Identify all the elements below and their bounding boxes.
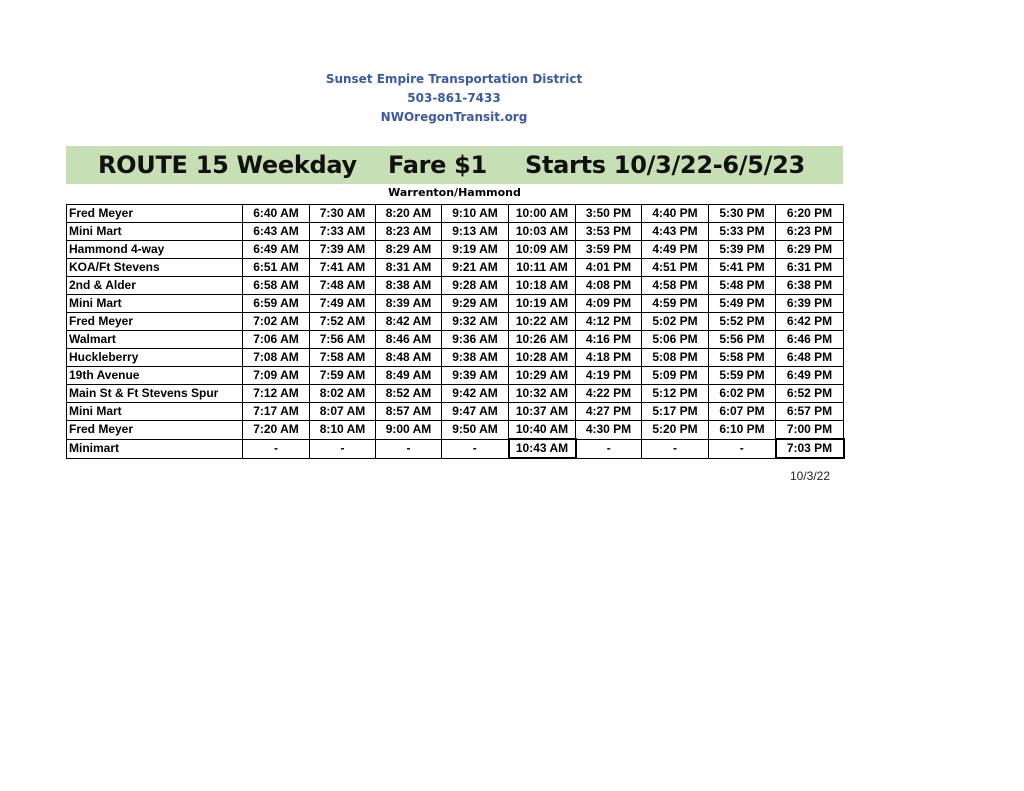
route-subtitle: Warrenton/Hammond — [388, 186, 521, 199]
time-cell: 7:33 AM — [310, 223, 376, 241]
time-cell: 7:20 AM — [243, 421, 310, 440]
time-cell: 7:58 AM — [310, 349, 376, 367]
time-cell: 6:07 PM — [709, 403, 776, 421]
time-cell: 10:40 AM — [509, 421, 576, 440]
time-cell: - — [243, 439, 310, 458]
time-cell: 10:29 AM — [509, 367, 576, 385]
time-cell: 9:28 AM — [442, 277, 509, 295]
time-cell: 9:21 AM — [442, 259, 509, 277]
time-cell: 10:19 AM — [509, 295, 576, 313]
time-cell: 10:26 AM — [509, 331, 576, 349]
time-cell: 5:09 PM — [642, 367, 709, 385]
time-cell: 5:49 PM — [709, 295, 776, 313]
time-cell: 6:38 PM — [776, 277, 844, 295]
time-cell: 4:58 PM — [642, 277, 709, 295]
agency-phone: 503-861-7433 — [407, 91, 501, 105]
time-cell: 3:59 PM — [576, 241, 642, 259]
time-cell: 3:50 PM — [576, 205, 642, 223]
time-cell: 7:30 AM — [310, 205, 376, 223]
route-title: ROUTE 15 Weekday — [98, 151, 357, 179]
stop-name: Minimart — [67, 439, 243, 458]
time-cell: 10:43 AM — [509, 439, 576, 458]
time-cell: 9:10 AM — [442, 205, 509, 223]
time-cell: 6:51 AM — [243, 259, 310, 277]
time-cell: 4:16 PM — [576, 331, 642, 349]
stop-name: Mini Mart — [67, 295, 243, 313]
time-cell: 8:52 AM — [376, 385, 442, 403]
time-cell: 6:58 AM — [243, 277, 310, 295]
table-row — [67, 295, 844, 313]
time-cell: 8:49 AM — [376, 367, 442, 385]
time-cell: 5:17 PM — [642, 403, 709, 421]
time-cell: 6:43 AM — [243, 223, 310, 241]
time-cell: 6:57 PM — [776, 403, 844, 421]
time-cell: 5:06 PM — [642, 331, 709, 349]
time-cell: 10:09 AM — [509, 241, 576, 259]
time-cell: 6:29 PM — [776, 241, 844, 259]
time-cell: 4:27 PM — [576, 403, 642, 421]
time-cell: 3:53 PM — [576, 223, 642, 241]
time-cell: 7:49 AM — [310, 295, 376, 313]
time-cell: 10:03 AM — [509, 223, 576, 241]
time-cell: - — [576, 439, 642, 458]
time-cell: 4:59 PM — [642, 295, 709, 313]
time-cell: 8:20 AM — [376, 205, 442, 223]
time-cell: 7:02 AM — [243, 313, 310, 331]
time-cell: 8:07 AM — [310, 403, 376, 421]
time-cell: 6:40 AM — [243, 205, 310, 223]
time-cell: 4:09 PM — [576, 295, 642, 313]
time-cell: 8:29 AM — [376, 241, 442, 259]
time-cell: 6:52 PM — [776, 385, 844, 403]
time-cell: 5:56 PM — [709, 331, 776, 349]
time-cell: 5:52 PM — [709, 313, 776, 331]
time-cell: 7:41 AM — [310, 259, 376, 277]
time-cell: 7:48 AM — [310, 277, 376, 295]
time-cell: 9:36 AM — [442, 331, 509, 349]
time-cell: 9:29 AM — [442, 295, 509, 313]
time-cell: 6:49 AM — [243, 241, 310, 259]
table-row — [67, 241, 844, 259]
time-cell: 4:01 PM — [576, 259, 642, 277]
time-cell: 10:32 AM — [509, 385, 576, 403]
time-cell: 8:39 AM — [376, 295, 442, 313]
time-cell: 9:19 AM — [442, 241, 509, 259]
time-cell: 10:18 AM — [509, 277, 576, 295]
time-cell: 8:38 AM — [376, 277, 442, 295]
time-cell: 7:06 AM — [243, 331, 310, 349]
time-cell: 8:42 AM — [376, 313, 442, 331]
time-cell: 8:02 AM — [310, 385, 376, 403]
time-cell: 5:39 PM — [709, 241, 776, 259]
agency-website: NWOregonTransit.org — [380, 110, 528, 124]
time-cell: 6:48 PM — [776, 349, 844, 367]
time-cell: - — [376, 439, 442, 458]
stop-name: Huckleberry — [67, 349, 243, 367]
table-row — [67, 439, 844, 458]
stop-name: 19th Avenue — [67, 367, 243, 385]
table-row — [67, 421, 844, 440]
time-cell: 5:33 PM — [709, 223, 776, 241]
time-cell: 5:48 PM — [709, 277, 776, 295]
stop-name: KOA/Ft Stevens — [67, 259, 243, 277]
schedule-body — [67, 205, 844, 459]
time-cell: 8:10 AM — [310, 421, 376, 440]
time-cell: 8:57 AM — [376, 403, 442, 421]
table-row — [67, 277, 844, 295]
time-cell: 4:43 PM — [642, 223, 709, 241]
stop-name: Walmart — [67, 331, 243, 349]
time-cell: 7:08 AM — [243, 349, 310, 367]
table-row — [67, 313, 844, 331]
time-cell: 7:56 AM — [310, 331, 376, 349]
schedule-table — [66, 204, 845, 459]
time-cell: 9:13 AM — [442, 223, 509, 241]
time-cell: 8:23 AM — [376, 223, 442, 241]
stop-name: Main St & Ft Stevens Spur — [67, 385, 243, 403]
stop-name: Fred Meyer — [67, 205, 243, 223]
time-cell: 4:22 PM — [576, 385, 642, 403]
time-cell: 6:46 PM — [776, 331, 844, 349]
time-cell: - — [310, 439, 376, 458]
time-cell: 5:58 PM — [709, 349, 776, 367]
time-cell: 4:49 PM — [642, 241, 709, 259]
time-cell: 4:30 PM — [576, 421, 642, 440]
agency-header — [254, 70, 654, 127]
time-cell: 5:59 PM — [709, 367, 776, 385]
time-cell: 5:30 PM — [709, 205, 776, 223]
time-cell: 6:59 AM — [243, 295, 310, 313]
time-cell: 9:42 AM — [442, 385, 509, 403]
table-row — [67, 331, 844, 349]
agency-name: Sunset Empire Transportation District — [325, 72, 583, 86]
table-row — [67, 403, 844, 421]
time-cell: 7:09 AM — [243, 367, 310, 385]
time-cell: 4:40 PM — [642, 205, 709, 223]
stop-name: Mini Mart — [67, 223, 243, 241]
time-cell: 9:00 AM — [376, 421, 442, 440]
table-row — [67, 205, 844, 223]
time-cell: 9:32 AM — [442, 313, 509, 331]
time-cell: 9:50 AM — [442, 421, 509, 440]
time-cell: 7:59 AM — [310, 367, 376, 385]
time-cell: 10:22 AM — [509, 313, 576, 331]
time-cell: 8:46 AM — [376, 331, 442, 349]
time-cell: 7:17 AM — [243, 403, 310, 421]
time-cell: 5:12 PM — [642, 385, 709, 403]
time-cell: 5:02 PM — [642, 313, 709, 331]
time-cell: 5:20 PM — [642, 421, 709, 440]
time-cell: 6:31 PM — [776, 259, 844, 277]
table-row — [67, 367, 844, 385]
route-banner — [66, 146, 843, 184]
time-cell: 10:37 AM — [509, 403, 576, 421]
time-cell: 10:00 AM — [509, 205, 576, 223]
stop-name: Mini Mart — [67, 403, 243, 421]
time-cell: 6:20 PM — [776, 205, 844, 223]
time-cell: 7:03 PM — [776, 439, 844, 458]
fare-label: Fare $1 — [388, 151, 487, 179]
time-cell: 6:02 PM — [709, 385, 776, 403]
stop-name: Fred Meyer — [67, 313, 243, 331]
time-cell: 10:28 AM — [509, 349, 576, 367]
time-cell: 4:18 PM — [576, 349, 642, 367]
time-cell: 6:49 PM — [776, 367, 844, 385]
time-cell: - — [709, 439, 776, 458]
time-cell: 5:08 PM — [642, 349, 709, 367]
time-cell: 7:12 AM — [243, 385, 310, 403]
time-cell: 4:12 PM — [576, 313, 642, 331]
date-range: Starts 10/3/22-6/5/23 — [525, 151, 805, 179]
revision-date: 10/3/22 — [789, 469, 831, 483]
time-cell: 4:08 PM — [576, 277, 642, 295]
time-cell: 6:23 PM — [776, 223, 844, 241]
time-cell: 4:51 PM — [642, 259, 709, 277]
time-cell: 9:38 AM — [442, 349, 509, 367]
time-cell: 8:48 AM — [376, 349, 442, 367]
time-cell: 7:52 AM — [310, 313, 376, 331]
table-row — [67, 349, 844, 367]
time-cell: 10:11 AM — [509, 259, 576, 277]
time-cell: 6:42 PM — [776, 313, 844, 331]
stop-name: 2nd & Alder — [67, 277, 243, 295]
time-cell: - — [642, 439, 709, 458]
table-row — [67, 259, 844, 277]
time-cell: 6:10 PM — [709, 421, 776, 440]
time-cell: 8:31 AM — [376, 259, 442, 277]
stop-name: Fred Meyer — [67, 421, 243, 440]
time-cell: 4:19 PM — [576, 367, 642, 385]
time-cell: 9:47 AM — [442, 403, 509, 421]
table-row — [67, 385, 844, 403]
time-cell: 5:41 PM — [709, 259, 776, 277]
time-cell: 9:39 AM — [442, 367, 509, 385]
time-cell: - — [442, 439, 509, 458]
table-row — [67, 223, 844, 241]
time-cell: 7:00 PM — [776, 421, 844, 440]
time-cell: 7:39 AM — [310, 241, 376, 259]
stop-name: Hammond 4-way — [67, 241, 243, 259]
time-cell: 6:39 PM — [776, 295, 844, 313]
